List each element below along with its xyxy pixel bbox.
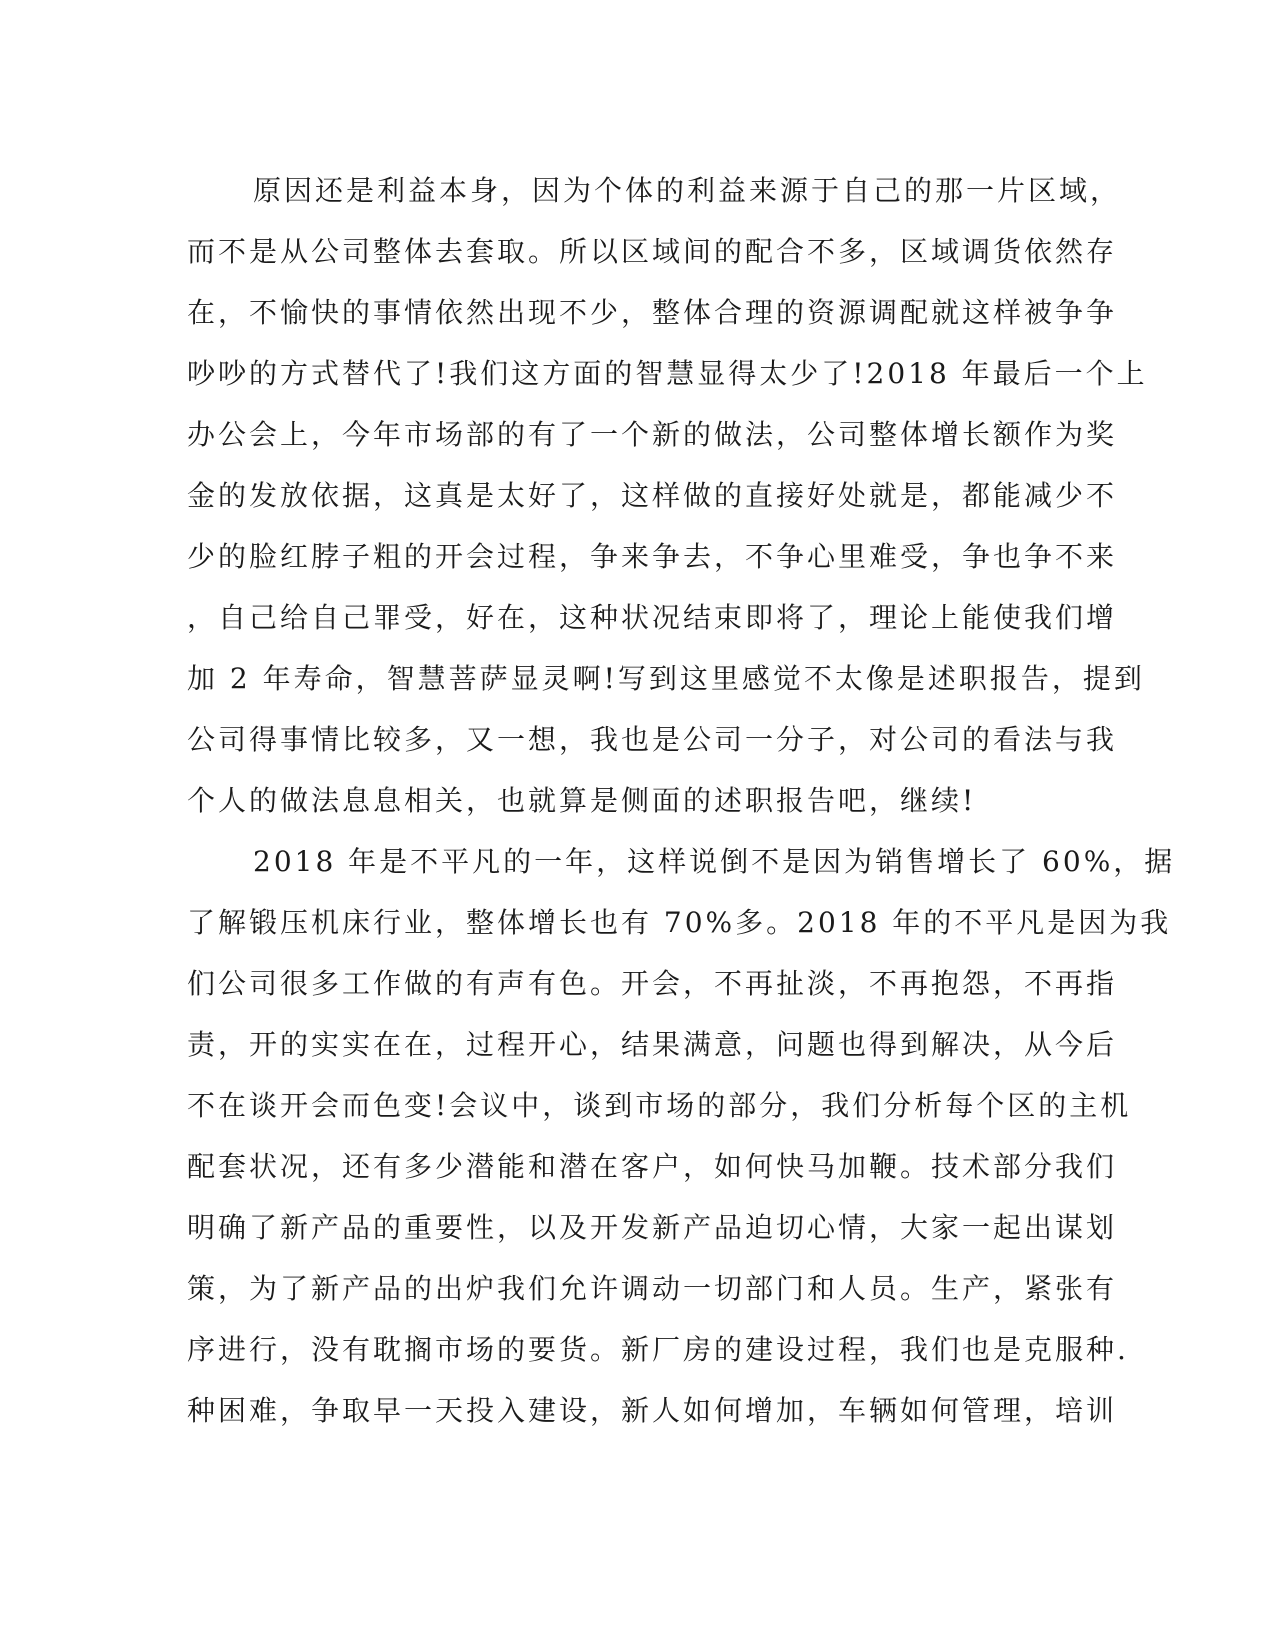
- paragraph-1-line-6: 金的发放依据，这真是太好了，这样做的直接好处就是，都能减少不: [187, 479, 1118, 512]
- paragraph-1-line-9: 加 2 年寿命，智慧菩萨显灵啊!写到这里感觉不太像是述职报告，提到: [187, 662, 1145, 695]
- paragraph-2-line-2: 了解锻压机床行业，整体增长也有 70%多。2018 年的不平凡是因为我: [187, 906, 1172, 939]
- paragraph-2-line-6: 配套状况，还有多少潜能和潜在客户，如何快马加鞭。技术部分我们: [187, 1150, 1118, 1183]
- paragraph-2-line-1: 2018 年是不平凡的一年，这样说倒不是因为销售增长了 60%，据: [253, 845, 1176, 878]
- paragraph-2-line-4: 责，开的实实在在，过程开心，结果满意，问题也得到解决，从今后: [187, 1028, 1118, 1061]
- paragraph-2-line-3: 们公司很多工作做的有声有色。开会，不再扯淡，不再抱怨，不再指: [187, 967, 1118, 1000]
- paragraph-1-line-3: 在，不愉快的事情依然出现不少，整体合理的资源调配就这样被争争: [187, 296, 1118, 329]
- paragraph-1-line-2: 而不是从公司整体去套取。所以区域间的配合不多，区域调货依然存: [187, 235, 1118, 268]
- paragraph-1-line-10: 公司得事情比较多，又一想，我也是公司一分子，对公司的看法与我: [187, 723, 1118, 756]
- paragraph-2-line-9: 序进行，没有耽搁市场的要货。新厂房的建设过程，我们也是克服种.: [187, 1333, 1129, 1366]
- paragraph-1-line-1: 原因还是利益本身，因为个体的利益来源于自己的那一片区域，: [253, 174, 1122, 207]
- paragraph-1-line-5: 办公会上，今年市场部的有了一个新的做法，公司整体增长额作为奖: [187, 418, 1118, 451]
- paragraph-1-line-4: 吵吵的方式替代了!我们这方面的智慧显得太少了!2018 年最后一个上: [187, 357, 1148, 390]
- paragraph-1-line-8: ，自己给自己罪受，好在，这种状况结束即将了，理论上能使我们增: [187, 601, 1118, 634]
- paragraph-1-line-7: 少的脸红脖子粗的开会过程，争来争去，不争心里难受，争也争不来: [187, 540, 1118, 573]
- paragraph-2-line-7: 明确了新产品的重要性，以及开发新产品迫切心情，大家一起出谋划: [187, 1211, 1118, 1244]
- paragraph-2-line-10: 种困难，争取早一天投入建设，新人如何增加，车辆如何管理，培训: [187, 1394, 1118, 1427]
- paragraph-1-line-11: 个人的做法息息相关，也就算是侧面的述职报告吧，继续!: [187, 784, 977, 817]
- body-text: [187, 160, 1176, 1441]
- paragraph-2-line-8: 策，为了新产品的出炉我们允许调动一切部门和人员。生产，紧张有: [187, 1272, 1118, 1305]
- paragraph-2-line-5: 不在谈开会而色变!会议中，谈到市场的部分，我们分析每个区的主机: [187, 1089, 1132, 1122]
